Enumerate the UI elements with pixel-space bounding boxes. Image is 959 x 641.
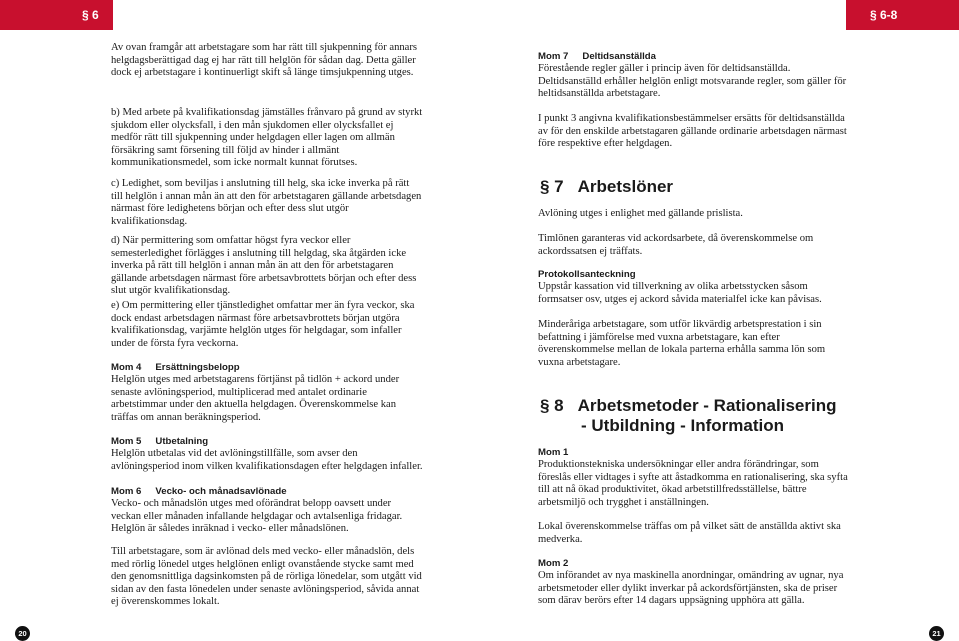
mom6-title: Vecko- och månadsavlönade bbox=[155, 486, 287, 497]
final-paragraph: Till arbetstagare, som är avlönad dels med vecko- eller månadslön, dels med rörlig lönedel utges helglönen enligt ovanstående stycke samt med den genomsnittliga dagsinkomsten på de rörliga lönedelar, som utgått vid sidan av den fasta lönedelen under senaste avlöningsperiod, såvida annat ej överenskommes lokalt. bbox=[111, 546, 422, 607]
mom1-number: Mom 1 bbox=[538, 447, 569, 458]
mom5-number: Mom 5 bbox=[111, 436, 142, 447]
section7-paragraph-1: Avlöning utges i enlighet med gällande prislista. bbox=[538, 208, 743, 219]
mom7-text: Förestående regler gäller i princip även för deltidsanställda. Deltidsanställd erhåller helglön enligt motsvarande regler, som gäller för heltidsanställda arbetstagare. bbox=[538, 63, 847, 99]
item-e: e) Om permittering eller tjänstledighet omfattar mer än fyra veckor, ska dock endast arbetsdagen närmast före arbetsavbrottets början utgöra kvalifikationsdag, varjämte helglön utges för helgdagar, som infaller under de första fyra veckorna. bbox=[111, 300, 415, 349]
protocol-note-title: Protokollsanteckning bbox=[538, 269, 636, 280]
mom2-text: Om införandet av nya maskinella anordningar, omändring av ugnar, nya arbetsmetoder eller dylikt inverkar på ackordsförtjänsten, ska de priser som därav berörs efter 14 dagars uppsägning upphöra att gälla. bbox=[538, 570, 844, 606]
mom5-heading bbox=[111, 436, 208, 448]
mom5-text: Helglön utbetalas vid det avlöningstillfälle, som avser den avlöningsperiod inom vilken kvalifikationsdagen efter helgdagen infaller. bbox=[111, 448, 423, 472]
section7-paragraph-2: Timlönen garanteras vid ackordsarbete, då överenskommelse om ackordssatsen ej träffats. bbox=[538, 233, 814, 257]
mom7-title: Deltidsanställda bbox=[582, 51, 656, 62]
mom7-heading bbox=[538, 51, 656, 63]
page-number-right: 21 bbox=[929, 626, 944, 641]
protocol-note-text: Uppstår kassation vid tillverkning av olika arbetsstycken såsom formsatser osv, utges ej ackord såvida materialfel icke kan påvisas. bbox=[538, 281, 822, 305]
section-tab-right: § 6-8 bbox=[846, 0, 959, 30]
item-b: b) Med arbete på kvalifikationsdag jämställes frånvaro på grund av styrkt sjukdom eller olycksfall, i den mån sjukdomen eller olycksfallet ej medför rätt till sjukpenning under helgdagen eller lagen om allmän försäkring samt försening till följd av hinder i allmänt kommunikationsmedel, som icke normalt kunnat förutses. bbox=[111, 107, 423, 168]
item-c: c) Ledighet, som beviljas i anslutning till helg, ska icke inverka på rätt till helglön i annan mån än att den för arbetstagaren gällande arbetsdagen närmast före ledighetens början och efter dess slut utgör kvalifikationsdag. bbox=[111, 178, 422, 227]
mom6-number: Mom 6 bbox=[111, 486, 142, 497]
page-number-left: 20 bbox=[15, 626, 30, 641]
mom1-text: Produktionstekniska undersökningar eller andra förändringar, som föreslås eller vidtages i syfte att åstadkomma en rationalisering, ska syfta till att nå ökad produktivitet, ökad arbetstillfredsställelse, bättre arbetsmiljö och trygghet i anställningen. bbox=[538, 459, 848, 508]
mom2-number: Mom 2 bbox=[538, 558, 569, 569]
mom5-title: Utbetalning bbox=[155, 436, 209, 447]
section7-heading bbox=[540, 176, 673, 198]
mom6-text: Vecko- och månadslön utges med oförändrat belopp oavsett under veckan eller månaden infallande helgdagar och avtalsenliga fridagar. Helglön är således inräknad i vecko- eller månadslönen. bbox=[111, 498, 403, 534]
section8-title-line-2: - Utbildning - Information bbox=[581, 416, 785, 435]
mom4-title: Ersättningsbelopp bbox=[155, 362, 240, 373]
intro-paragraph: Av ovan framgår att arbetstagare som har rätt till sjukpenning för annars helgdagsberättigad dag ej har rätt till helglön för sådan dag. Detta gäller dock ej arbetstagare i kontinuerligt skift så länge timsjukpenning utges. bbox=[111, 42, 418, 78]
section8-symbol: § 8 bbox=[540, 396, 564, 415]
mom1-text-2: Lokal överenskommelse träffas om på vilket sätt de anställda aktivt ska medverka. bbox=[538, 521, 841, 545]
section-tab-left: § 6 bbox=[0, 0, 113, 30]
mom6-heading bbox=[111, 486, 287, 498]
mom7-number: Mom 7 bbox=[538, 51, 569, 62]
mom4-text: Helglön utges med arbetstagarens förtjänst på tidlön + ackord under senaste avlöningsperiod, multiplicerad med antalet ordinarie arbetstimmar under den aktuella helgdagen. Överenskommelse kan träffas om annan beräkningsperiod. bbox=[111, 374, 400, 423]
section8-title-line-1: Arbetsmetoder - Rationalisering bbox=[577, 396, 837, 415]
item-d: d) När permittering som omfattar högst fyra veckor eller semesterledighet förlägges i anslutning till helgdag, ska åtgärden icke inverka på rätt till helglön i annan mån än att den för arbetstagaren gällande arbetsdagen närmast före arbetsavbrottets början och efter dess slut utgör kvalifikationsdag. bbox=[111, 235, 417, 296]
section8-heading bbox=[540, 395, 836, 417]
section7-paragraph-3: Minderåriga arbetstagare, som utför likvärdig arbetsprestation i sin befattning i jämförelse med vuxna arbetstagare, kan efter överenskommelse mellan de lokala parterna erhålla samma lön som vuxna arbetstagare. bbox=[538, 319, 826, 368]
mom4-heading bbox=[111, 362, 240, 374]
mom7-text-2: I punkt 3 angivna kvalifikationsbestämmelser ersätts för deltidsanställda av för den enskilde arbetstagaren gällande ordinarie arbetsdagen närmast före respektive efter helgdagen. bbox=[538, 113, 847, 149]
section7-symbol: § 7 bbox=[540, 177, 564, 196]
mom4-number: Mom 4 bbox=[111, 362, 142, 373]
section7-title: Arbetslöner bbox=[577, 177, 674, 196]
